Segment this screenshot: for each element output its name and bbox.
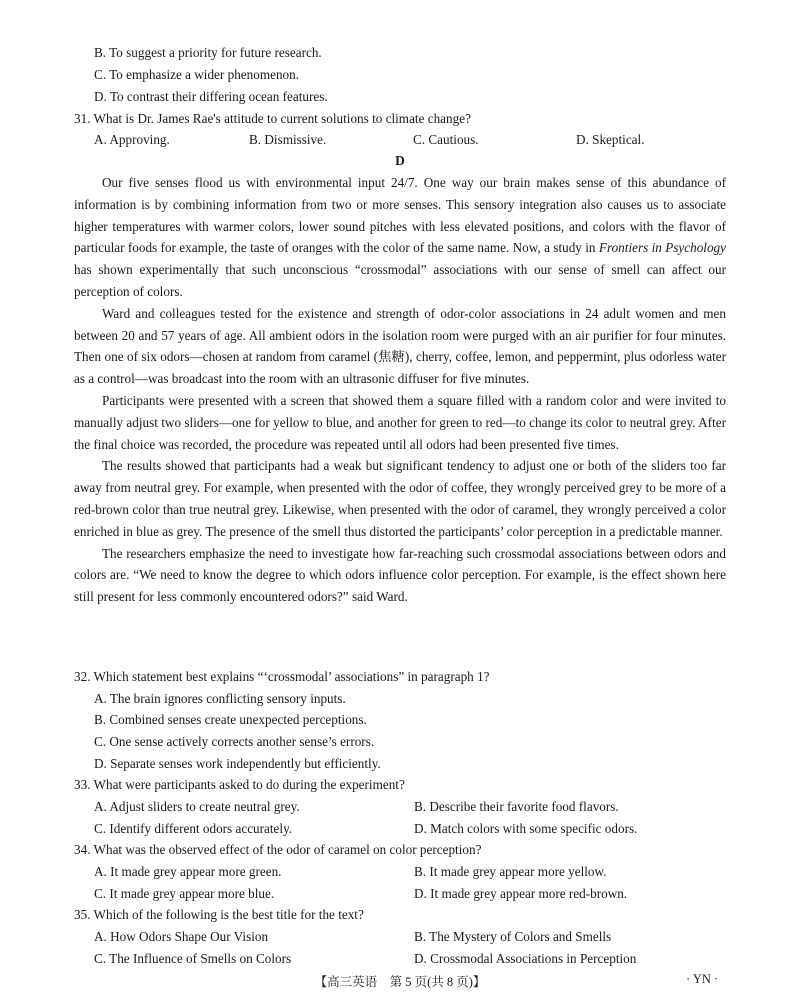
q34-option-c: C. It made grey appear more blue. <box>94 886 275 901</box>
q33-stem: 33. What were participants asked to do during the experiment? <box>74 777 405 792</box>
footer-page-info: 【高三英语 第 5 页(共 8 页)】 <box>314 975 486 989</box>
q33-option-c: C. Identify different odors accurately. <box>94 821 293 836</box>
q35-option-d: D. Crossmodal Associations in Perception <box>414 951 637 966</box>
q30-option-c: C. To emphasize a wider phenomenon. <box>94 67 300 82</box>
q33-option-b: B. Describe their favorite food flavors. <box>414 799 619 814</box>
q32-option-a: A. The brain ignores conflicting sensory inputs. <box>94 691 346 706</box>
passage-paragraph-1 <box>74 172 726 303</box>
passage-paragraph-3: Participants were presented with a screen that showed them a square filled with a random color and were invited to manually adjust two sliders—one for yellow to blue, and another for green to red—to change its color to neutral grey. After the final choice was recorded, the procedure was repeated until all odors had been presented five times. <box>74 392 726 452</box>
q31-options <box>0 131 800 149</box>
q30-option-b: B. To suggest a priority for future research. <box>94 45 322 60</box>
q31-option-b: B. Dismissive. <box>249 132 327 147</box>
q35-option-c: C. The Influence of Smells on Colors <box>94 951 292 966</box>
q32-option-b: B. Combined senses create unexpected perceptions. <box>94 712 367 727</box>
q34-option-d: D. It made grey appear more red-brown. <box>414 886 628 901</box>
p1-text-before: Our five senses flood us with environmental input 24/7. One way our brain makes sense of this abundance of information is by combining information from two or more senses. This sensory integration also causes us to associate higher temperatures with warmer colors, lower sound pitches with less elevated positions, and colors with the flavor of particular foods for example, the taste of oranges with the color of the same name. Now, a study in <box>74 175 726 256</box>
q32-stem: 32. Which statement best explains “‘crossmodal’ associations” in paragraph 1? <box>74 669 490 684</box>
q34-option-b: B. It made grey appear more yellow. <box>414 864 607 879</box>
journal-title: Frontiers in Psychology <box>598 240 726 256</box>
q32-option-c: C. One sense actively corrects another sense’s errors. <box>94 734 375 749</box>
passage-paragraph-2: Ward and colleagues tested for the existence and strength of odor-color associations in 24 adult women and men between 20 and 57 years of age. All ambient odors in the isolation room were purged with an air purifier for four minutes. Then one of six odors—chosen at random from caramel (焦糖), cherry, coffee, lemon, and peppermint, plus odorless water as a control—was broadcast into the room with an ultrasonic diffuser for five minutes. <box>74 305 726 387</box>
q31-option-c: C. Cautious. <box>413 132 479 147</box>
q31-option-a: A. Approving. <box>94 132 170 147</box>
section-heading: D <box>395 153 405 168</box>
q34-stem: 34. What was the observed effect of the odor of caramel on color perception? <box>74 842 482 857</box>
passage-paragraph-4: The results showed that participants had a weak but significant tendency to adjust one or both of the sliders too far away from neutral grey. For example, when presented with the odor of coffee, they wrongly perceived grey to be more of a red-brown color than true neutral grey. Likewise, when presented with the odor of caramel, they wrongly perceived a color enriched in blue as grey. The presence of the smell thus distorted the participants’ color perception in a predictable manner. <box>74 458 726 539</box>
q30-option-d: D. To contrast their differing ocean features. <box>94 89 328 104</box>
footer-code: · YN · <box>686 972 719 986</box>
q35-option-b: B. The Mystery of Colors and Smells <box>414 929 612 944</box>
passage-paragraph-5: The researchers emphasize the need to investigate how far-reaching such crossmodal associations between odors and colors are. “We need to know the degree to which odors influence color perception. For example, is the effect shown here still present for less commonly encountered odors?” said Ward. <box>74 545 726 605</box>
q33-option-d: D. Match colors with some specific odors. <box>414 821 638 836</box>
passage <box>74 172 726 608</box>
q32-option-d: D. Separate senses work independently but efficiently. <box>94 756 381 771</box>
q33-option-a: A. Adjust sliders to create neutral grey. <box>94 799 300 814</box>
q35-stem: 35. Which of the following is the best title for the text? <box>74 907 364 922</box>
q34-option-a: A. It made grey appear more green. <box>94 864 282 879</box>
p1-text-after: has shown experimentally that such unconscious “crossmodal” associations with our sense of smell can affect our perception of colors. <box>74 262 726 299</box>
q31-option-d: D. Skeptical. <box>576 132 645 147</box>
q31-stem: 31. What is Dr. James Rae's attitude to current solutions to climate change? <box>74 111 471 126</box>
q35-option-a: A. How Odors Shape Our Vision <box>94 929 269 944</box>
